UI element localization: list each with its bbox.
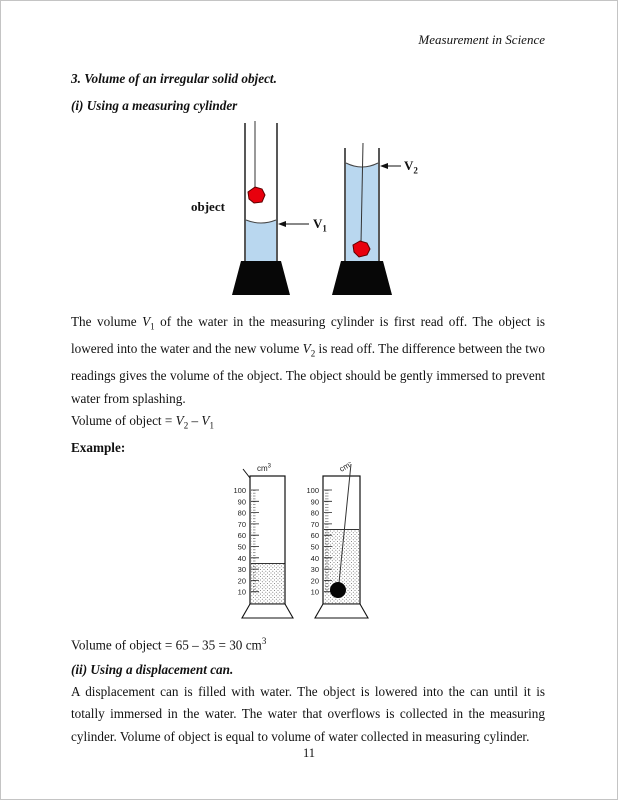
scale-label: 60 [237, 531, 246, 541]
paragraph-method-ii: A displacement can is filled with water. The object is lowered into the can until it is totally immersed in the water. The water that overflows is collected in the measuring cylinder. Volume of object is equal to volume of water collected in measuring cylinder. [71, 683, 545, 744]
minor-ticks [251, 490, 256, 593]
spout [243, 469, 250, 478]
base-stand [232, 261, 290, 295]
method-i-heading: (i) Using a measuring cylinder [71, 98, 238, 113]
v1-symbol: V [313, 216, 323, 231]
scale-label: 40 [310, 553, 319, 563]
cylinder-base [315, 604, 368, 618]
scale-label: 30 [237, 565, 246, 575]
cylinder-after [332, 143, 418, 295]
scale-label: 50 [310, 542, 319, 552]
v2-symbol-inline: V [302, 341, 311, 357]
object-blob [248, 187, 265, 203]
minus-sign: – [188, 413, 202, 429]
unit-text: cm [337, 461, 352, 474]
formula-numeric-text: Volume of object = 65 – 35 = 30 cm [71, 637, 262, 653]
paragraph-method-i [71, 311, 545, 410]
scale-label: 90 [237, 497, 246, 507]
v1-subscript: 1 [322, 223, 327, 234]
v1-subscript-inline: 1 [150, 321, 155, 332]
formula-volume-symbolic [71, 410, 545, 437]
scale-label: 20 [310, 576, 319, 586]
scale-label: 10 [310, 587, 319, 597]
running-head: Measurement in Science [418, 32, 545, 47]
arrow-head-v1 [278, 221, 286, 227]
scale-label: 20 [237, 576, 246, 586]
scale-label: 80 [310, 508, 319, 518]
scale-label: 80 [237, 508, 246, 518]
unit-label-left [257, 463, 272, 473]
example-label: Example: [71, 440, 126, 456]
figure-measuring-cylinders [183, 121, 545, 297]
scale-label: 30 [310, 565, 319, 575]
page-number: 11 [302, 746, 316, 760]
para1-text: of the water in the measuring cylinder is first read off. The object is lowered into the water and the new volume [71, 314, 545, 357]
scale-label: 50 [237, 542, 246, 552]
v2-subscript: 2 [413, 165, 418, 176]
scale-label: 40 [237, 553, 246, 563]
figure1-svg [183, 121, 428, 297]
v1-symbol-inline: V [142, 314, 151, 329]
formula-volume-numeric [71, 630, 545, 657]
unit-text: cm [257, 463, 268, 473]
method-ii-heading: (ii) Using a displacement can. [71, 661, 234, 677]
scale-label: 100 [306, 485, 319, 495]
v2-subscript-inline: 2 [310, 348, 316, 359]
v1-subscript: 1 [209, 420, 214, 431]
cylinder-base [242, 604, 293, 618]
object-label: object [191, 199, 225, 214]
v2-label [404, 158, 418, 176]
v2-subscript: 2 [183, 420, 189, 431]
figure2-svg [223, 462, 403, 622]
v1-symbol: V [201, 413, 210, 429]
page-content [1, 1, 617, 748]
scale-label: 90 [310, 497, 319, 507]
graduated-cylinder-final [306, 462, 368, 618]
section-heading: 3. Volume of an irregular solid object. [71, 71, 277, 86]
formula-lead: Volume of object = [71, 413, 176, 429]
v2-symbol: V [175, 413, 184, 429]
v2-symbol: V [404, 158, 414, 173]
v1-label [313, 216, 327, 234]
para1-text: The volume [71, 314, 143, 329]
minor-ticks [324, 490, 329, 593]
unit-label-right [338, 462, 355, 474]
scale-label: 70 [237, 519, 246, 529]
para1-text: is read off. The difference between the two readings gives the volume of the object. The object should be gently immersed to prevent water from splashing. [71, 341, 545, 406]
arrow-head-v2 [380, 163, 388, 169]
object-ball [330, 582, 346, 598]
graduated-cylinder-initial [233, 463, 293, 618]
unit-exponent: 3 [267, 463, 272, 470]
scale-label: 60 [310, 531, 319, 541]
scale-label: 10 [237, 587, 246, 597]
figure-graduated-cylinders [223, 462, 545, 622]
water-v1 [246, 220, 276, 261]
base-stand [332, 261, 392, 295]
scale-label: 100 [233, 485, 246, 495]
scale-label: 70 [310, 519, 319, 529]
cylinder-before [191, 121, 327, 295]
cm-exponent: 3 [261, 635, 267, 646]
